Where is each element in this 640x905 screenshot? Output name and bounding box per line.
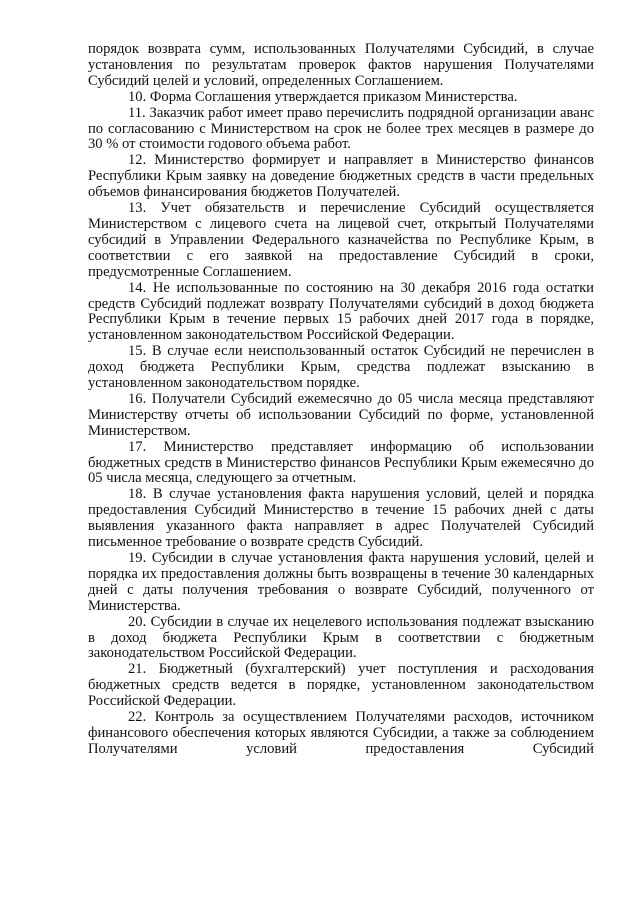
paragraph-9-continuation: порядок возврата сумм, использованных Получателями Субсидий, в случае установления по результатам проверок фактов нарушения Получателями Субсидий целей и условий, определенных Соглашением. bbox=[88, 41, 594, 89]
paragraph-16: 16. Получатели Субсидий ежемесячно до 05 числа месяца представляют Министерству отчеты об использовании Субсидий по форме, установленной Министерством. bbox=[88, 390, 594, 439]
paragraph-12: 12. Министерство формирует и направляет в Министерство финансов Республики Крым заявку на доведение бюджетных средств в части предельных объемов финансирования бюджетов Получателей. bbox=[88, 152, 594, 201]
paragraph-19: 19. Субсидии в случае установления факта нарушения условий, целей и порядка их предоставления должны быть возвращены в течение 30 календарных дней с даты получения требования о возврате Субсидий, полученного от Министерства. bbox=[88, 550, 594, 614]
paragraph-18: 18. В случае установления факта нарушения условий, целей и порядка предоставления Субсидий Министерство в течение 15 рабочих дней с даты выявления указанного факта направляет в адрес Получателей Субсидий письменное требование о возврате средств Субсидий. bbox=[88, 486, 594, 551]
paragraph-17: 17. Министерство представляет информацию об использовании бюджетных средств в Министерство финансов Республики Крым ежемесячно до 05 числа месяца, следующего за отчетным. bbox=[88, 438, 594, 487]
paragraph-20: 20. Субсидии в случае их нецелевого использования подлежат взысканию в доход бюджета Республики Крым в соответствии с бюджетным законодательством Российской Федерации. bbox=[88, 613, 594, 662]
paragraph-22: 22. Контроль за осуществлением Получателями расходов, источником финансового обеспечения которых являются Субсидии, а также за соблюдением Получателями условий предоставления Субсидий bbox=[88, 709, 594, 757]
paragraph-10: 10. Форма Соглашения утверждается приказом Министерства. bbox=[128, 88, 518, 105]
paragraph-21: 21. Бюджетный (бухгалтерский) учет поступления и расходования бюджетных средств ведется в порядке, установленном законодательством Российской Федерации. bbox=[88, 661, 594, 710]
paragraph-14: 14. Не использованные по состоянию на 30 декабря 2016 года остатки средств Субсидий подлежат возврату Получателями субсидий в доход бюджета Республики Крым в течение первых 15 рабочих дней 2017 года в порядке, установленном законодательством Российской Федерации. bbox=[88, 279, 594, 344]
paragraph-13: 13. Учет обязательств и перечисление Субсидий осуществляется Министерством с лицевого счета на лицевой счет, открытый Получателями субсидий в Управлении Федерального казначейства по Республике Крым, в соответствии с его заявкой на предоставление Субсидий в сроки, предусмотренные Соглашением. bbox=[88, 200, 594, 280]
document-page bbox=[88, 42, 594, 758]
paragraph-11: 11. Заказчик работ имеет право перечислить подрядной организации аванс по согласованию с Министерством на срок не более трех месяцев в размере до 30 % от стоимости годового объема работ. bbox=[88, 104, 594, 153]
paragraph-15: 15. В случае если неиспользованный остаток Субсидий не перечислен в доход бюджета Республики Крым, средства подлежат взысканию в установленном законодательством порядке. bbox=[88, 343, 594, 392]
